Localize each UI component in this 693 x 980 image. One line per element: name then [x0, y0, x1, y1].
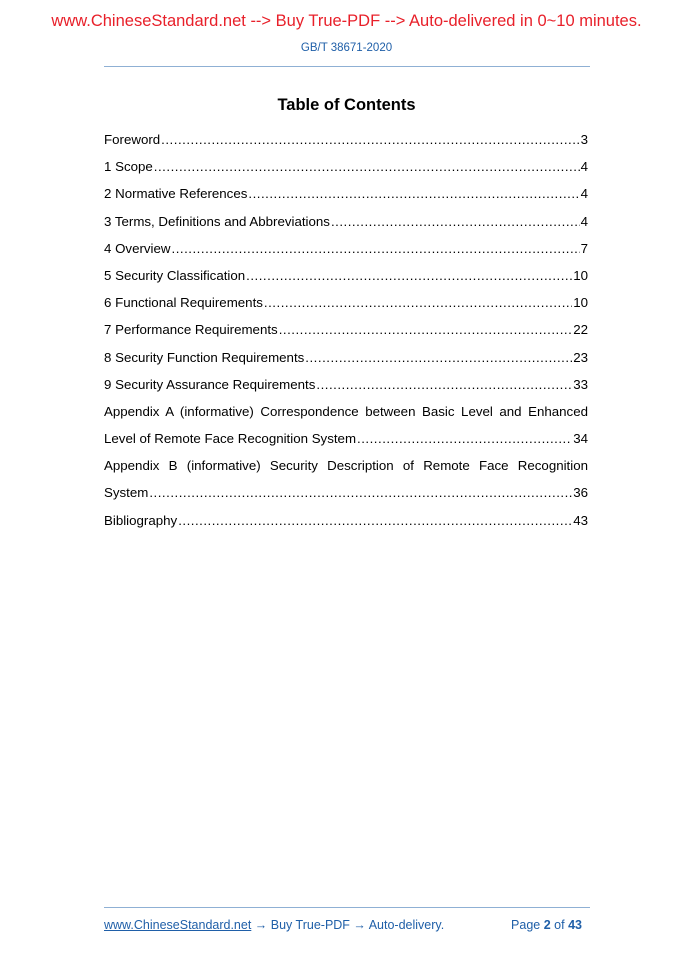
- footer-text: → Buy True-PDF → Auto-delivery.: [251, 918, 445, 932]
- toc-leader-dots: [149, 479, 572, 506]
- toc-entry-page: 3: [580, 132, 588, 147]
- toc-entry-page: 4: [580, 213, 588, 229]
- toc-entry-overview[interactable]: [104, 235, 588, 262]
- toc-leader-dots: [279, 316, 573, 343]
- toc-entry-label: 9 Security Assurance Requirements: [104, 376, 316, 392]
- toc-leader-dots: [305, 344, 572, 371]
- toc-leader-dots: [316, 371, 572, 398]
- page-footer: [104, 918, 590, 932]
- toc-entry-label: 6 Functional Requirements: [104, 295, 263, 311]
- page-current: 2: [543, 918, 551, 932]
- toc-leader-dots: [264, 289, 572, 316]
- page-total: 43: [568, 918, 582, 932]
- toc-entry-label: Foreword: [104, 132, 161, 147]
- toc-leader-dots: [172, 235, 580, 262]
- toc-entry-page: 4: [580, 186, 588, 202]
- toc-entry-label: 3 Terms, Definitions and Abbreviations: [104, 213, 330, 229]
- toc-leader-dots: [357, 425, 572, 452]
- toc-entry-security-classification[interactable]: [104, 262, 588, 289]
- toc-entry-label: Appendix A (informative) Correspondence between Basic Level and Enhanced: [104, 403, 588, 419]
- toc-entry-page: 10: [573, 267, 588, 283]
- toc-entry-appendix-a-line-2[interactable]: [104, 425, 588, 452]
- toc-entry-page: 43: [573, 512, 588, 528]
- page-number: [511, 918, 582, 932]
- toc-entry-label: 4 Overview: [104, 240, 171, 256]
- toc-entry-label: 8 Security Function Requirements: [104, 349, 305, 365]
- toc-entry-page: 34: [573, 431, 588, 447]
- toc-entry-page: 36: [573, 485, 588, 501]
- toc-leader-dots: [331, 208, 580, 235]
- toc-entry-page: 10: [573, 295, 588, 311]
- toc-entry-page: 33: [573, 376, 588, 392]
- toc-leader-dots: [178, 507, 572, 534]
- toc-entry-label: Level of Remote Face Recognition System: [104, 431, 357, 447]
- footer-link[interactable]: www.ChineseStandard.net: [104, 918, 252, 932]
- toc-entry-appendix-b-line-1[interactable]: [104, 452, 588, 479]
- toc-entry-security-function-requirements[interactable]: [104, 344, 588, 371]
- toc-entry-terms-definitions[interactable]: [104, 208, 588, 235]
- toc-leader-dots: [161, 126, 579, 153]
- of-word: of: [554, 918, 565, 932]
- toc-entry-appendix-b-line-2[interactable]: [104, 479, 588, 506]
- toc-leader-dots: [248, 180, 579, 207]
- toc-entry-label: 5 Security Classification: [104, 267, 246, 283]
- toc-entry-label: 1 Scope: [104, 159, 153, 175]
- toc-entry-security-assurance-requirements[interactable]: [104, 371, 588, 398]
- toc-entry-functional-requirements[interactable]: [104, 289, 588, 316]
- table-of-contents: [104, 126, 588, 534]
- toc-entry-label: 7 Performance Requirements: [104, 322, 278, 338]
- toc-entry-page: 7: [580, 240, 588, 256]
- toc-title: Table of Contents: [277, 96, 416, 114]
- toc-leader-dots: [154, 153, 580, 180]
- toc-entry-performance-requirements[interactable]: [104, 316, 588, 343]
- toc-entry-label: Bibliography: [104, 512, 178, 528]
- toc-entry-normative-references[interactable]: [104, 180, 588, 207]
- toc-entry-label: 2 Normative References: [104, 186, 248, 202]
- toc-entry-label: System: [104, 485, 149, 501]
- toc-entry-bibliography[interactable]: [104, 507, 588, 534]
- toc-leader-dots: [246, 262, 572, 289]
- toc-entry-page: 22: [573, 322, 588, 338]
- header-divider: [104, 66, 590, 67]
- toc-entry-foreword[interactable]: [104, 126, 588, 153]
- toc-entry-label: Appendix B (informative) Security Description of Remote Face Recognition: [104, 458, 588, 474]
- toc-entry-scope[interactable]: [104, 153, 588, 180]
- standard-number: GB/T 38671-2020: [300, 42, 393, 54]
- toc-entry-page: 23: [573, 349, 588, 365]
- footer-divider: [104, 907, 590, 908]
- top-banner[interactable]: www.ChineseStandard.net --> Buy True-PDF --> Auto-delivered in 0~10 minutes.: [51, 12, 642, 30]
- toc-entry-appendix-a-line-1[interactable]: [104, 398, 588, 425]
- toc-entry-page: 4: [580, 159, 588, 175]
- page-word: Page: [511, 918, 541, 932]
